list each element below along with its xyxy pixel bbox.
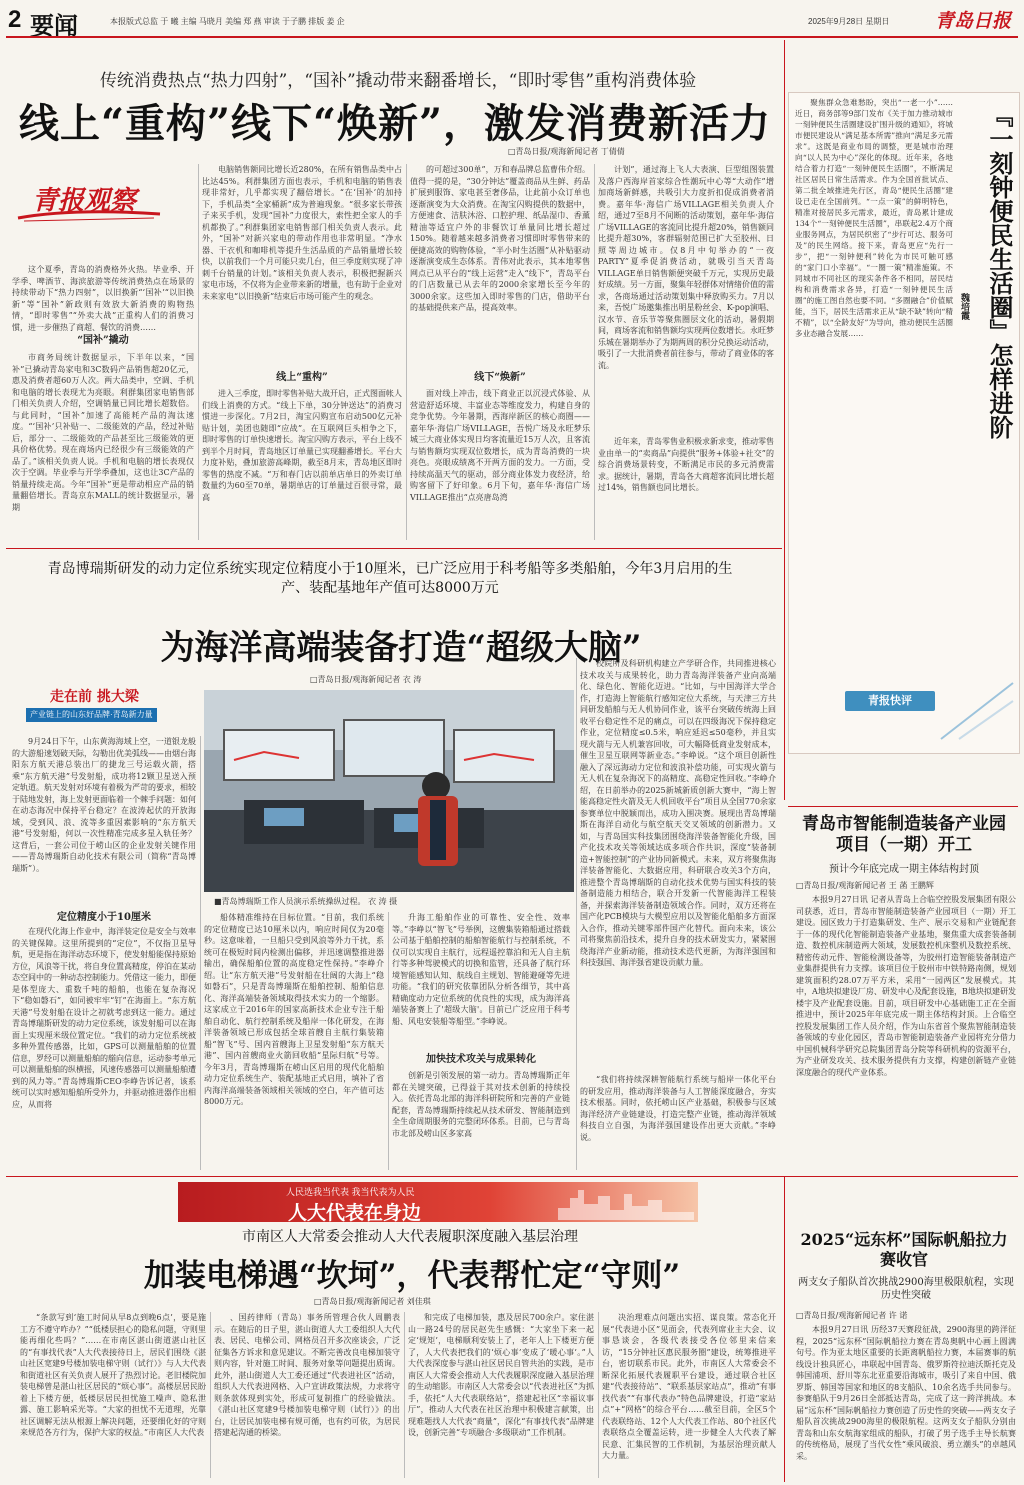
skyline-icon bbox=[558, 1186, 694, 1220]
story1-paragraph: 进入三季度，即时零售补贴大战开启，正式图面帐人们线上消费的方式。“线上下单，30分钟送达”的消费习惯进一步深化。7月2日，淘宝闪购宣布启动500亿元补贴计划，美团也随即“应战”。在互联网巨头相争之下，即时零售的订单快速增长。淘宝闪购方表示，平台上线不到半个月时间，青岛地区订单量已实现翻番增长。平台大力度补贴，叠加旅游高峰期，截至8月末，青岛地区即时零售的热度不减。“万和春门店以前单店单日的外卖订单数量约为60至70单，暑期单店的订单量过百很寻常，最高 bbox=[202, 389, 402, 502]
sidebar-divider-lower bbox=[784, 1176, 785, 1482]
quick-review-label: 青报快评 bbox=[868, 695, 912, 707]
story2-paragraph: 校院所及科研机构建立产学研合作，共同推进核心技术攻关与成果转化，助力青岛海洋装备产业向高端化、绿色化、智能化迈进。“比如，与中国海洋大学合作，打造海上智能航行感知定位大系统，与天津三方共同研发船舶与无人机协同作业，该平台突破传统海上回收平台稳定性不足的痛点，可以在四级海况下保持稳定作业，定位精度≤0.5米，响应延迟≤50毫秒，并且实现火箭与无人机兼容回收，可大幅降低商业发射成本，催生卫星互联网等新业态。”李峥说。“这个项目创新性融入了深远海动力定位和波浪补偿功能，可实现火箭与无人机在复杂海况下的高精度、高稳定性回收。”李峥介绍，在日前举办的2025新城新质创新大赛中，“海上智能高稳定性火箭及无人机回收平台”项目从全国770余家参赛单位中脱颖而出，成功入围决赛。展现出青岛博瑞斯在海洋自动化与航空航天交叉领域的创新潜力。又如，与青岛国实科技集团围绕海洋装备智能化升级，国产化技术攻关等领域达成多项合作共识，深度“装备制造+智能控制”的产业协同新模式。未来，双方将聚焦海洋装备智能化、大数据应用，科研联合攻关3个方向，推进整个青岛博瑞斯的自动化技术优势与国实科技的装备制造能力相结合，联合开发新一代智能海洋工程装备，并探索海洋装备制造领域合作。同时，双方还将在国产化PCB模块与大模型应用以及智能化船舶多方面深入合作，推动关键零部件国产化替代。面向未来，该公司将聚焦前沿技术，提升自身的技术研发实力，紧紧围绕海洋产业新动能，推动技术迭代更新，为海洋强国和科技强国、海洋强省建设贡献力量。 bbox=[580, 659, 776, 967]
story3-byline: □青岛日报/观海新闻记者 王 菡 王鹏辉 bbox=[796, 881, 934, 890]
story2-column-2 bbox=[204, 912, 384, 1168]
story2-column-3 bbox=[392, 912, 570, 1048]
brush-stroke-icon bbox=[14, 206, 164, 224]
story1-title: 线上“重构”线下“焕新”，激发消费新活力 bbox=[18, 100, 772, 147]
commentary-title: 『一刻钟便民生活圈』怎样进阶 bbox=[985, 103, 1014, 439]
story2-paragraph: 创新是引领发展的第一动力。青岛博瑞斯正年都在关键突破，已得益于其对技术创新的持续投入。依托青岛北部的海洋科研院所和完善的产业链配套，青岛博瑞斯持续起从技术研发、智能制造到全生命周期服务的完整闭环体系。目前，已与青岛市北部及崂山区多家高 bbox=[392, 1071, 570, 1138]
story1-column-divider bbox=[594, 164, 595, 540]
story1-subhead-1: “国补”撬动 bbox=[77, 335, 129, 346]
story2-kicker: 青岛博瑞斯研发的动力定位系统实现定位精度小于10厘米，已广泛应用于科考船等多类船舶，今年3月启用的生产、装配基地年产值可达8000万元 bbox=[47, 561, 733, 596]
story4-column-4 bbox=[602, 1312, 776, 1478]
story2-paragraph: “我们将持续深耕智能航行系统与船岸一体化平台的研发应用，推动海洋装备与人工智能深度融合，夯实技术根基。同时，依托崂山区产业基础，积极参与区域海洋经济产业链建设，打造完整产业链，推动海洋领域科技自立自强，为海洋强国建设作出更大贡献。”李峥说。 bbox=[580, 1075, 776, 1142]
story2-photo bbox=[204, 690, 574, 892]
story1-paragraph: 电脑销售额同比增长近280%，在所有销售品类中占比达45%。利群集团方面也表示，手机和电脑的销售表现非常好，几乎都实现了翻倍增长。“在‘国补’的加持下，手机品类“全家桶新”成为普遍现象。“很多家长带孩子来买手机，发现“国补”力度很大，索性把全家人的手机都换了。”利群集团家电销售部门相关负责人表示。此外，“国补”对新兴家电的带动作用也非常明显。“净水器、干衣机和咖啡机等提升生活品质的产品销量增长较快，以前我们一个月可能只卖几台，但三季度则实现了冲刺千台销量的计划。”该相关负责人表示，积极把握新兴家电市场，不仅将为企业带来新的增量，也有助于企业对未来家电“以旧换新”结束后市场可能产生的观念。 bbox=[202, 165, 402, 301]
story1-paragraph: 近年来，青岛零售业积极求新求变，推动零售业由单一的“卖商品”向提供“服务+体验+社交”的综合消费场景转变，不断满足市民的多元消费需求。据统计，暑期，青岛各大商超客流同比增长超过14%，销售额也同比增长。 bbox=[598, 437, 774, 492]
story2-paragraph: 船体精准维持在目标位置。“目前，我们系统的定位精度已达10厘米以内，响应时间仅为20毫秒。这意味着，一旦船只受到风浪等外力干扰，系统可在极短时间内检测出偏移，并迅速调整推进器输出，确保船舶位置的高度稳定性保持。”李峥介绍。让“东方航天港”号发射船在壮阔的大海上“稳如磐石”，只是青岛博瑞斯在船舶控制、船舶信息化、海洋高端装备领域取得技术实力的一个缩影。这家成立于2016年的国家高新技术企业专注于船舶自动化、航行控制系统及船岸一体化研发，在海洋装备领域已形成包括全球首艘自主航行集装箱船“智飞”号、国内首艘海上卫星发射船“东方航天港”、国内首艘商业火箭回收船“星际归航”号等。今年3月，青岛博瑞斯在崂山区启用的现代化船舶动力定位系统生产、装配基地正式启用，填补了省内海洋高端装备领域相关领域的空白，年产值可达8000万元。 bbox=[204, 913, 384, 1106]
story4-column-divider bbox=[598, 1312, 599, 1478]
story1-column-2b bbox=[202, 388, 402, 540]
story5-body bbox=[796, 1324, 1016, 1480]
story2-paragraph: 在现代化海上作业中，海洋装定位是安全与效率的关键保障。这里所提到的“定位”，不仅指卫星导航，更是指在海洋动态环境下，使发射船能保持原始方位，风浪等干扰，将自身位置高精度，停泊在某动态空间中的一种动态控制能力。凭借这一能力，即便是体型庞大、重数千吨的船舶，也能在复杂海况下“稳如磐石”，如同被牢牢“钉”在海面上。“东方航天港”号发射船在设计之初就考虑到这一能力。通过青岛博瑞斯研发的动力定位系统，该发射船可以在海面上实现厘米级位置定位。“我们的动力定位系统被多种外置传感器，比如，GPS可以测量船舶的位置信息，罗经可以测量船舶的艏向信息，运动参考单元可以测量船舶的纵横摇，风速传感器可以测量船舶遭到的风力等。”青岛博瑞斯CEO李峥告诉记者，该系统可以实时感知船舶所受外力，并驱动推进器作出相应，从而将 bbox=[12, 927, 196, 1109]
story4-title: 加装电梯遇“坎坷”，代表帮忙定“守则” bbox=[143, 1258, 681, 1294]
story5-subtitle: 两支女子船队首次挑战2900海里极限航程，实现历史性突破 bbox=[798, 1277, 1014, 1301]
commentary-paragraph: 聚焦群众急难愁盼，突出“一老一小”……近日，商务部等9部门发布《关于加力推动城市一刻钟便民生活圈建设扩围升级的通知》，将城市便民建设从“满足基本所需”推向“满足多元需求”。这既是商业布局的调整，更是城市治理向“以人民为中心”深化的体现。近年来，各地结合着力打造“一刻钟便民生活圈”，不断满足社区居民日常生活需求。作为全国首批试点、第二批全域推进先行区，青岛“便民生活圈”建设已走在全国前列。“一点一策”的鲜明特色，精准对接居民多元需求，最近，青岛累计建成134个“一刻钟便民生活圈”，串联起2.4万个商业服务网点，为居民织密了“步行可达、服务可及”的民生网络。接下来，青岛更应“先行一步”，把“一刻钟便利”转化为市民可触可感的“家门口小幸福”。“一圈一策”精准施策。不同城市不同社区的现实条件各不相同，居民结构和消费需求各异，打造“一刻钟便民生活圈”的施工图自然也要不同。“多圈融合”价值赋能，当下，居民生活需求正从“缺不缺”转向“精不精”，以“全龄友好”为导向，推动便民生活圈多业态融合发展…… bbox=[795, 98, 953, 338]
story1-column-divider bbox=[198, 164, 199, 540]
lower-section-rule bbox=[6, 1176, 1018, 1177]
commentary-decoration-icon bbox=[939, 681, 1015, 741]
story4-paragraph: 决治理难点问题出实招、谋良策。常态化开展“代表进小区”见面会，代表列席业主大会、议事恳谈会，各级代表接受各位邻里来信来访，“15分钟社区惠民服务圈”建设，统筹推进平台，密切联系市民。此外，市南区人大常委会不断深化拓展代表履职平台建设，通过联合社区建“代表接待站”、“联系基层家站点”，推动“有事找代表”“有事代表办”特色品牌建设，打造“家站点”+“网格”的综合平台……截至目前，全区5个代表联络站、12个人大代表工作站、80个社区代表联络点全覆盖运转，进一步健全人大代表了解民意、汇集民智的工作机制，为基层治理贡献人大力量。 bbox=[602, 1313, 776, 1460]
story1-paragraph: 的可超过300单”，万和春品牌总监曹伟介绍。值得一提的是，“30分钟达”覆盖商品从生鲜、药品扩展到服饰、家电甚至奢侈品，让此前小众订单也逐渐演变为大众消费。在淘宝闪购提供的数据中，方便速食、洁肤沐浴、口腔护理、纸品湿巾、香薰精油等适宜户外的非餐饮订单量同比增长超过150%。随着越来越多消费者习惯即时零售带来的便捷高效的购物体验，“半小时生活圈”从补贴驱动逐渐演变成生态体系。青伟对此表示，其本地零售网点已从平台的“线上运营”走入“线下”，青岛平台的门店数量已从去年的2000余家增长至今年的3000余家。这些加入即时零售的门店，借助平台的基础提供来产品，提高效率。 bbox=[410, 165, 590, 312]
story4-column-3 bbox=[408, 1312, 594, 1478]
story4-paragraph: 、国药律师（青岛）事务所管理合伙人周鹏表示。在随后的日子里，湛山街道人大工委组织人大代表、居民、电梯公司、网格员召开多次座谈会，广泛征集各方诉求和意见建议。不断完善改良电梯加装守则内容，针对施工时间、服务对象等问题提出质询。此外，湛山街道人大工委还通过“代表进社区”活动，组织人大代表进网格、入户宣讲政策法规，力求将守则条款体现到实处，形成可复制推广的经验做法。《湛山社区宽建9号楼加装电梯守则（试行）》的出台，让居民加装电梯有规可循，也有约可依，为居民搭建起沟通的桥梁。 bbox=[214, 1313, 400, 1437]
story2-column-1 bbox=[12, 736, 196, 904]
story2-title: 为海洋高端装备打造“超级大脑” bbox=[160, 628, 642, 668]
story1-paragraph: 市商务局统计数据显示，下半年以来，“国补”已撬动青岛家电和3C数码产品销售超20亿元，惠及消费者超60万人次。两大品类中，空调、手机和电脑的增长表现尤为亮眼。利群集团家电销售部门相关负责人介绍，空调销量已同比增长超数倍。与此同时，“国补”加速了高能耗产品的淘汰速度。“‘国补’只补贴一、二级能效的产品，经过补贴后，部分一、二级能效的产品甚至比三级能效的更具价格优势。现在商场内已经很少有三级能效的产品了。”该相关负责人说。手机和电脑的增长表现仅次于空调。毕业季与开学季叠加，这也让3C产品的销量持续走高。今年“国补”更是带动相应产品的销量翻倍增长。青岛京东MALL的统计数据显示，暑期 bbox=[12, 353, 194, 512]
story1-column-3b bbox=[410, 388, 590, 540]
story2-column-3b bbox=[392, 1070, 570, 1168]
story1-subhead-3: 线下“焕新” bbox=[474, 372, 526, 383]
quick-review-badge bbox=[845, 691, 935, 711]
story1-column-3a bbox=[410, 164, 590, 366]
story1-column-divider bbox=[406, 164, 407, 540]
story1-kicker: 传统消费热点“热力四射”，“国补”撬动带来翻番增长，“即时零售”重构消费体验 bbox=[99, 71, 697, 91]
story1-column-1b bbox=[12, 352, 194, 542]
story3-paragraph: 本报9月27日讯 记者从青岛上合临空控股发展集团有限公司获悉，近日，青岛市智能制造装备产业园项目（一期）开工建设。园区致力于打造集研发、生产、展示交易和产业链配套于一体的现代化智能制造装备产业基地，聚焦重大成套装备制造、数控机床制造两大领域，发展数控机床整机及数控系统、精密传动元件、智能检测设备等，为胶州打造智能装备制造产业集群提供有力支撑。该项目位于胶州市中铁特路南侧，规划建筑面积约28.07万平方米，采用“一园两区”发展模式。其中，A地块拟建设厂房、研发中心及配套设施，B地块拟建研发楼宇及产业配套设施。目前，项目研发中心基础施工正在全面推进中，预计2025年年底完成一期主体结构封顶。上合临空控股发展集团工作人员介绍，作为山东省首个聚焦智能制造装备领域的专业化园区，青岛市智能制造装备产业园将充分借力中国机械科学研究总院集团青岛分院等科研机构的资源平台，为产业研发攻关、技术服务提供有力支撑，构建创新链产业链深度融合的现代产业体系。 bbox=[796, 895, 1016, 1077]
story2-column-divider bbox=[200, 736, 201, 1170]
story2-column-4b bbox=[580, 1074, 776, 1170]
story4-column-1 bbox=[20, 1312, 206, 1478]
story2-column-divider bbox=[388, 912, 389, 1170]
story5-title: 2025“远东杯”国际帆船拉力赛收官 bbox=[800, 1230, 1008, 1269]
commentary-sidebar bbox=[788, 92, 1020, 754]
control-room-photo bbox=[204, 690, 574, 892]
story5-paragraph: 本报9月27日讯 历经37天赛段征战，2900海里的跨洋征程，2025“远东杯”国际帆船拉力赛在青岛奥帆中心画上圆满句号。作为亚太地区重要的长距离帆船拉力赛，本届赛事的航线设计独具匠心，串联起中国青岛、俄罗斯符拉迪沃斯托克及韩国浦项、舒川等东北亚重要沿海城市，吸引了来自中国、俄罗斯、韩国等国家和地区的8支船队、10余名选手共同参与。参赛船队于9月26日全部抵达青岛，完成了这一跨洋挑战。本届“远东杯”国际帆船拉力赛创造了历史性的突破——两支女子船队首次挑战2900海里的极限航程。这两支女子船队分别由青岛和山东女航海家组成的船队，打破了男子选手主导长航赛的传统格局，展现了当代女性“乘风破浪、勇立潮头”的卓越风采。 bbox=[796, 1325, 1016, 1461]
story1-column-4a bbox=[598, 164, 774, 434]
story1-column-4b bbox=[598, 436, 774, 540]
story1-column-2a bbox=[202, 164, 402, 366]
story4-kicker: 市南区人大常委会推动人大代表履职深度融入基层治理 bbox=[242, 1229, 578, 1245]
deputies-banner-slogan: 人民选我当代表 我当代表为人民 bbox=[286, 1187, 415, 1197]
story4-column-divider bbox=[210, 1312, 211, 1478]
deputies-banner-title: 人大代表在身边 bbox=[288, 1202, 422, 1224]
story2-column-1b bbox=[12, 926, 196, 1170]
issue-date: 2025年9月28日 星期日 bbox=[808, 17, 890, 26]
commentary-author: 魏培霞 bbox=[959, 293, 969, 320]
story3-title: 青岛市智能制造装备产业园项目（一期）开工 bbox=[802, 814, 1006, 855]
masthead bbox=[0, 0, 1024, 40]
story4-paragraph: “条款写到‘施工时间从早8点到晚6点’，要是施工方不遵守咋办？”“低楼层担心的隐私问题，守则里能再细化些吗？”……在市南区湛山街道湛山社区的“有事找代表”人大代表接待日上，居民们围绕《湛山社区宽建9号楼加装电梯守则（试行）》与人大代表和街道社区有关负责人展开了热烈讨论。老旧楼院加装电梯曾是湛山社区居民的“烦心事”。高楼层居民盼着上下楼方便，低楼层居民担忧施工噪声、隐私泄露、施工影响采光等。“大家的担忧不无道理，光靠社区调解无法从根源上解决问题，还要细化好的守则来规范各方行为，保护大家的权益。”市南区人大代表 bbox=[20, 1313, 206, 1437]
story5-byline: □青岛日报/观海新闻记者 许 诺 bbox=[796, 1311, 908, 1320]
page-number: 2 bbox=[8, 6, 22, 33]
story2-paragraph: 9月24日下午，山东黄海海域上空，一道银龙般的大游船速划破天际，勾勒出优美弧线——由烟台海阳东方航天港总装出厂的捷龙三号运载火箭，搭乘“东方航天港”号发射船，成功将12颗卫星送入预定轨道。航天发射对环境有着极为严苛的要求，相较于陆地发射，海上发射更面临着一个棘手问题：如何在动态海况中保持平台稳定？在波涛起伏的开放海域，受到风、浪、流等多重因素影响的“东方航天港”号发射船，何以一次性精准完成多星入轨任务？这背后，一套公司位于崂山区的企业发射关键作用——青岛博瑞斯自动化技术有限公司（简称“青岛博瑞斯”）。 bbox=[12, 737, 196, 873]
campaign-badge-title: 走在前 挑大梁 bbox=[50, 689, 139, 705]
campaign-badge bbox=[10, 686, 196, 726]
story2-byline: □青岛日报/观海新闻记者 衣 涛 bbox=[310, 675, 422, 684]
newspaper-logo: 青岛日报 bbox=[935, 10, 1012, 32]
story3-body bbox=[796, 894, 1016, 1168]
commentary-body bbox=[795, 97, 953, 662]
story4-column-divider bbox=[404, 1312, 405, 1478]
column-badge bbox=[14, 172, 164, 228]
campaign-badge-subtitle: 产业链上的山东好品牌·青岛新力量 bbox=[26, 708, 157, 722]
story1-paragraph: 计划”，通过海上飞人大表演、巨型组图装置及落户西海岸首家综合性潮玩中心等“大动作”增加商场新鲜感，共吸引大力度折扣促成消费者消费。嘉年华·海信广场VILLAGE相关负责人介绍，通过7至8月不间断的活动策划，嘉年华·海信广场VILLAGE的客流同比提升超20%，销售额同比提升超30%，客群辐射范围已扩大至胶州、日照等周边城市。仅8月中旬举办的“一夜PARTY”夏季促消费活动，就吸引当天青岛VILLAGE单日销售额便突破千万元，实现历史最好成绩。另一方面，聚集年轻群体对情绪价值的需求，各商场通过活动策划集中释放购买力。7月以来，吾悦广场邀集推出明星粉丝会、K-pop演唱、汉水节、音乐节等聚焦圈层文化的活动，暑假期间，商场客流和销售额均实现两位数增长。永旺梦乐城在暑期举办了为期两周的积分兑换运动活动，吸引了一大批消费者前往参与，带动了商业体的客流。 bbox=[598, 165, 774, 370]
story2-subhead-2: 加快技术攻关与成果转化 bbox=[426, 1054, 536, 1065]
story1-subhead-2: 线上“重构” bbox=[276, 372, 328, 383]
story3-top-rule bbox=[788, 806, 1018, 807]
story1-column-1a bbox=[12, 264, 194, 332]
story2-photo-caption: ■青岛博瑞斯工作人员演示系统操纵过程。 衣 涛 摄 bbox=[214, 897, 398, 906]
sidebar-divider bbox=[784, 40, 785, 800]
editor-credits: 本报版式总监 于 曦 主编 马晓月 美编 郑 燕 审读 于子鹏 排版 姜 企 bbox=[110, 17, 345, 26]
story2-column-divider bbox=[576, 658, 577, 1170]
story1-byline: □青岛日报/观海新闻记者 丁倩倩 bbox=[508, 147, 625, 156]
story2-column-4 bbox=[580, 658, 776, 1072]
story1-bottom-rule bbox=[6, 548, 782, 549]
story2-subhead-1: 定位精度小于10厘米 bbox=[57, 912, 151, 923]
story4-byline: □青岛日报/观海新闻记者 刘佳琪 bbox=[314, 1297, 431, 1306]
story1-paragraph: 面对线上冲击，线下商业正以沉浸式体验、从营造舒适环境、丰富业态等维度发力，构建自身的竞争优势。今年暑期，西海岸新区的核心商圈——嘉年华·海信广场VILLAGE，吾悦广场及永旺梦乐城三大商业体实现日均客流量近15万人次，且客流与销售额均实现双位数增长，成为青岛消费的一块亮色。亮眼成绩离不开两方面的发力。一方面，受持续高温天气的驱动，部分商业体发力夜经济，给购客留下了好印象。6月下旬，嘉年华·海信广场VILLAGE推出“点亮唐岛湾 bbox=[410, 389, 590, 502]
column-badge-label: 青报观察 bbox=[32, 186, 137, 216]
section-name: 要闻 bbox=[30, 11, 78, 40]
story4-column-2 bbox=[214, 1312, 400, 1478]
story1-paragraph: 这个夏季，青岛的消费格外火热。毕业季、开学季、啤酒节、海滨旅游等传统消费热点在场景的持续带动下“热力四射”，以旧换新“‘国补’“以旧换新”等“国补”新政则有效放大新消费的购物热情，“即时零售”“外卖大战”正重构人们的消费习惯，进一步催热了商超、餐饮的消费…… bbox=[12, 265, 194, 332]
masthead-rule bbox=[6, 36, 1018, 38]
story3-subtitle: 预计今年底完成一期主体结构封顶 bbox=[829, 864, 979, 875]
deputies-banner bbox=[178, 1182, 698, 1222]
story4-paragraph: 和完成了电梯加装，惠及居民700余户。家住湛山一路24号的居民赵先生感慨：“大家坐下来一起定‘规矩’，电梯顺利安装上了，老年人上下楼更方便了，人大代表把我们的‘烦心事’变成了‘暖心事’。”人大代表深度参与湛山社区居民自管共治的实践，是市南区人大常委会推动人大代表履职深度融入基层治理的生动缩影。市南区人大常委会以“代表进社区”为抓手，依托“人大代表联络站”，搭建起社区“幸福议事厅”，推动人大代表在社区治理中积极建言献策，出现难题找人大代表“商量”，深化“有事找代表”品牌建设，创新完善“专项融合·多级联动”工作机制。 bbox=[408, 1313, 594, 1437]
story2-paragraph: 升海工船舶作业的可靠性、安全性、效率等。”李峥以“智飞”号举例，这艘集装箱船通过搭载公司基于船舶控制的船舶智能航行与控制系统，不仅可以实现自主航行，远程遥控靠泊和无人自主航行等多种驾驶模式的切换和监管，还具备了航行环境智能感知认知、航线自主规划、智能避碰等先进功能。“我们的研究依靠团队分析各细节，其中高精确度动力定位系统的优良性的实现，成为海洋高端装备赛上了'超级大脑'。目前已广泛应用于科考船、风电安装船等船型。”李峥说。 bbox=[392, 913, 570, 1026]
